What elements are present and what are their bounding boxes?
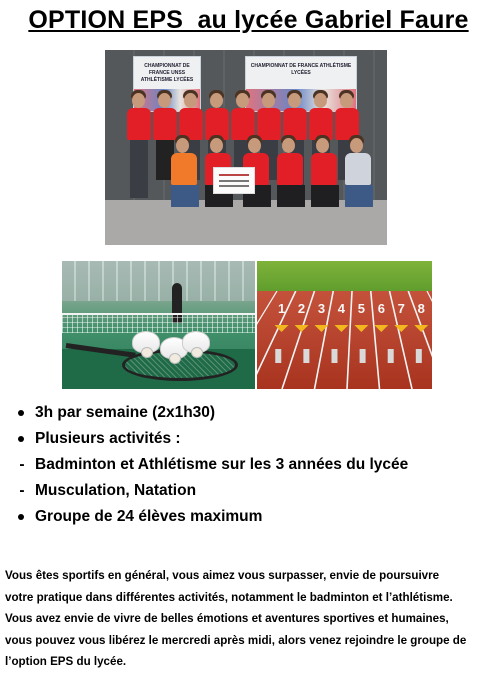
lane-number: 3 — [317, 301, 326, 316]
lane-number: 6 — [377, 301, 385, 316]
lane-line — [257, 291, 277, 389]
group-photo — [105, 50, 387, 245]
banner-left-text: CHAMPIONNAT DE FRANCE UNSS ATHLÉTISME LYCÉES — [140, 63, 194, 83]
lane-start-marker — [354, 325, 368, 332]
badminton-photo — [62, 261, 255, 389]
list-item — [14, 478, 484, 504]
award-sign — [213, 167, 255, 194]
list-item-text: Plusieurs activités : — [35, 430, 181, 447]
banner-right-text: CHAMPIONNAT DE FRANCE ATHLÉTISME LYCÉES — [250, 63, 352, 76]
shuttle-cork — [191, 347, 203, 358]
sign-line — [219, 185, 249, 187]
lane-line — [257, 291, 296, 389]
badminton-net — [62, 313, 255, 333]
lane-start-marker — [295, 325, 309, 332]
lane-number: 7 — [397, 301, 405, 316]
shuttlecock-icon — [132, 331, 160, 353]
list-item-text: Groupe de 24 élèves maximum — [35, 508, 263, 525]
shuttle-cork — [141, 347, 153, 358]
athletics-track-photo — [257, 261, 432, 389]
shuttlecock-icon — [182, 331, 210, 353]
lane-number: 4 — [337, 301, 346, 316]
starting-block — [275, 349, 281, 363]
shuttle-cork — [169, 353, 181, 364]
starting-block — [388, 349, 394, 363]
paragraph-line: vous pouvez vous libérez le mercredi après midi, alors venez rejoindre le groupe de — [5, 633, 467, 647]
lane-line — [427, 291, 432, 389]
starting-block — [331, 349, 337, 363]
lane-line — [347, 291, 352, 389]
lane-number: 8 — [417, 301, 425, 316]
gym-roof — [62, 261, 255, 301]
sign-line — [219, 174, 249, 176]
lane-number: 1 — [277, 301, 286, 316]
lane-number: 2 — [297, 301, 306, 316]
starting-block — [303, 349, 309, 363]
track-grass — [257, 261, 432, 295]
paragraph-line: l’option EPS du lycée. — [5, 655, 127, 668]
bullet-dash: - — [19, 456, 25, 473]
starting-block — [360, 349, 366, 363]
list-item — [14, 504, 484, 530]
track-lanes — [257, 291, 432, 389]
list-item — [14, 400, 484, 426]
list-item — [14, 426, 484, 452]
starting-block — [416, 349, 422, 363]
lane-start-marker — [394, 325, 408, 332]
lane-start-marker — [334, 325, 348, 332]
list-item-text: Musculation, Natation — [35, 482, 197, 499]
description-paragraph — [5, 565, 493, 673]
page-title: OPTION EPS au lycée Gabriel Faure — [28, 6, 469, 34]
lane-start-marker — [374, 325, 388, 332]
list-item — [14, 452, 484, 478]
lane-number: 5 — [357, 301, 365, 316]
bullet-dash: - — [19, 482, 25, 499]
list-item-text: 3h par semaine (2x1h30) — [35, 404, 216, 421]
lane-start-marker — [414, 325, 428, 332]
sign-line — [219, 180, 249, 182]
info-list — [14, 400, 484, 530]
list-item-text: Badminton et Athlétisme sur les 3 années du lycée — [35, 456, 409, 473]
paragraph-line: votre pratique dans différentes activités, notamment le badminton et l’athlétisme. — [5, 590, 453, 604]
lane-markings — [257, 291, 432, 389]
paragraph-line: Vous êtes sportifs en général, vous aimez vous surpasser, envie de poursuivre — [5, 569, 440, 582]
paragraph-line: Vous avez envie de vivre de belles émotions et aventures sportives et humaines, — [5, 612, 449, 625]
